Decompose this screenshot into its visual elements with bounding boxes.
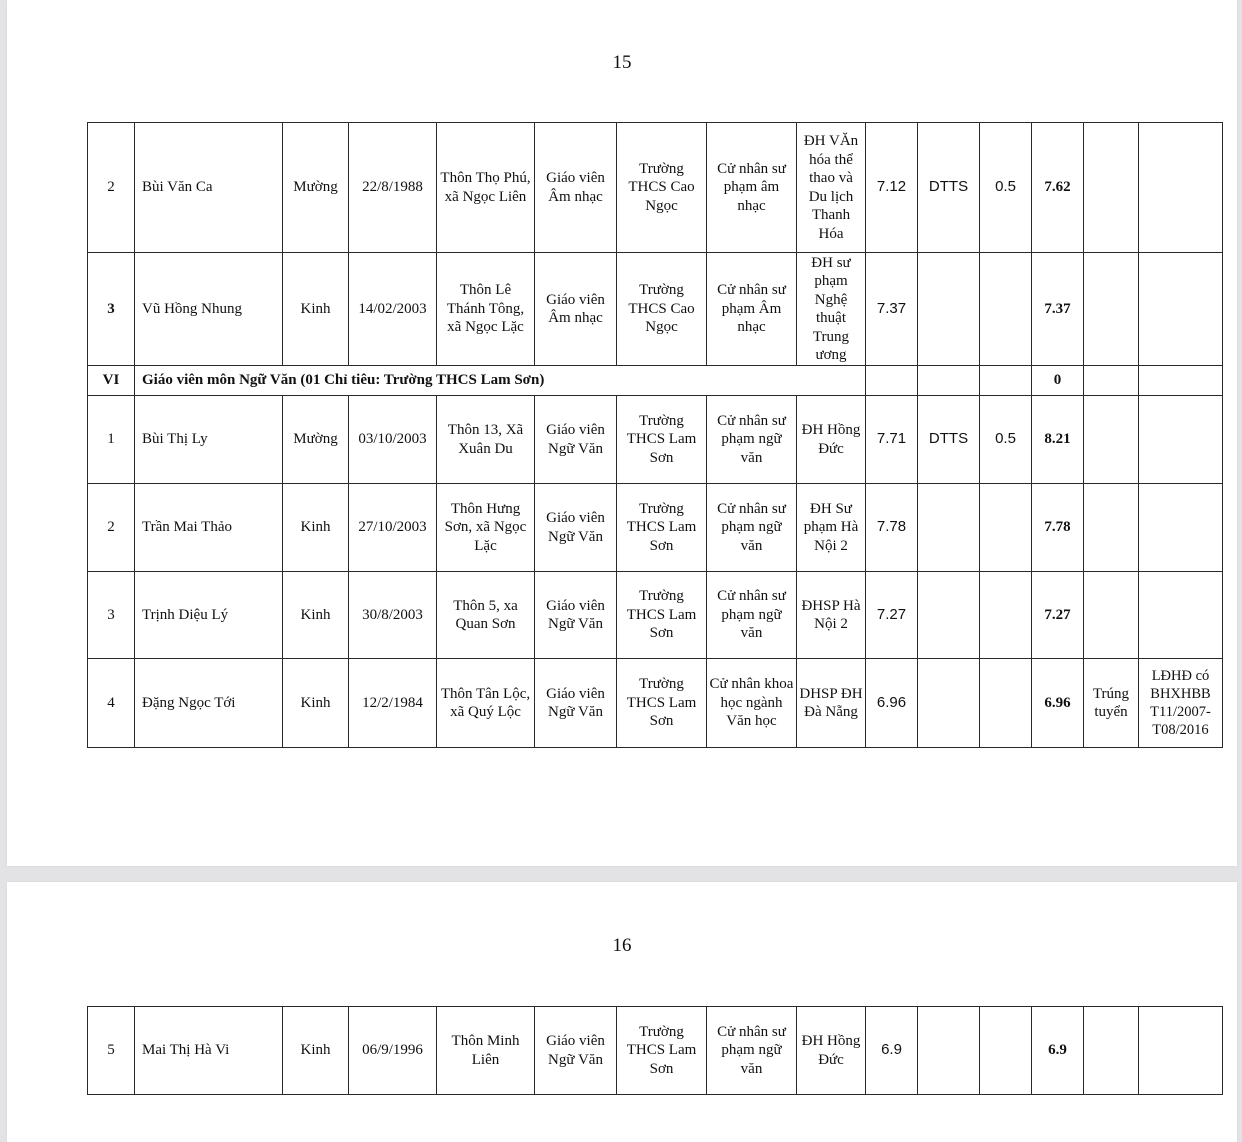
priority-type: DTTS: [918, 123, 980, 253]
page-number: 15: [612, 52, 632, 73]
table-row: [88, 396, 1223, 484]
section-number: VI: [88, 366, 135, 396]
address: Thôn Hưng Sơn, xã Ngọc Lặc: [437, 484, 535, 572]
note: [1139, 396, 1223, 484]
total-score: 8.21: [1032, 396, 1084, 484]
degree: Cử nhân sư phạm ngữ văn: [707, 396, 797, 484]
priority-points: 0.5: [980, 123, 1032, 253]
note: [1139, 123, 1223, 253]
degree: Cử nhân sư phạm ngữ văn: [707, 484, 797, 572]
candidate-name: Đặng Ngọc Tới: [135, 659, 283, 748]
section-header-row: [88, 366, 1223, 396]
date-of-birth: 30/8/2003: [349, 572, 437, 659]
priority-points: [980, 572, 1032, 659]
row-number: 3: [88, 253, 135, 366]
address: Thôn Tân Lộc, xã Quý Lộc: [437, 659, 535, 748]
ethnicity: Kinh: [283, 572, 349, 659]
priority-points: [980, 484, 1032, 572]
degree: Cử nhân khoa học ngành Văn học: [707, 659, 797, 748]
priority-type: [918, 484, 980, 572]
section-total: 0: [1032, 366, 1084, 396]
address: Thôn 5, xa Quan Sơn: [437, 572, 535, 659]
priority-points: [980, 659, 1032, 748]
table-row: [88, 1007, 1223, 1095]
university: ĐH VĂn hóa thể thao và Du lịch Thanh Hóa: [797, 123, 866, 253]
university: ĐH Hồng Đức: [797, 396, 866, 484]
note: LĐHĐ có BHXHBB T11/2007-T08/2016: [1139, 659, 1223, 748]
table-row: [88, 123, 1223, 253]
total-score: 7.62: [1032, 123, 1084, 253]
row-number: 1: [88, 396, 135, 484]
ethnicity: Mường: [283, 123, 349, 253]
position: Giáo viên Ngữ Văn: [535, 396, 617, 484]
total-score: 6.96: [1032, 659, 1084, 748]
ethnicity: Mường: [283, 396, 349, 484]
candidate-name: Bùi Thị Ly: [135, 396, 283, 484]
degree: Cử nhân sư phạm ngữ văn: [707, 1007, 797, 1095]
address: Thôn Lê Thánh Tông, xã Ngọc Lặc: [437, 253, 535, 366]
total-score: 7.27: [1032, 572, 1084, 659]
priority-type: [918, 253, 980, 366]
exam-score: 7.12: [866, 123, 918, 253]
candidate-name: Vũ Hồng Nhung: [135, 253, 283, 366]
total-score: 7.37: [1032, 253, 1084, 366]
document-page-16: [7, 882, 1237, 1142]
total-score: 7.78: [1032, 484, 1084, 572]
priority-points: [980, 1007, 1032, 1095]
exam-score: 7.37: [866, 253, 918, 366]
school: Trường THCS Lam Sơn: [617, 1007, 707, 1095]
school: Trường THCS Lam Sơn: [617, 484, 707, 572]
degree: Cử nhân sư phạm âm nhạc: [707, 123, 797, 253]
priority-points: 0.5: [980, 396, 1032, 484]
school: Trường THCS Cao Ngọc: [617, 123, 707, 253]
table-row: [88, 484, 1223, 572]
university: ĐH sư phạm Nghệ thuật Trung ương: [797, 253, 866, 366]
candidate-table: [87, 1006, 1223, 1095]
school: Trường THCS Lam Sơn: [617, 572, 707, 659]
candidate-name: Mai Thị Hà Vi: [135, 1007, 283, 1095]
result: [1084, 1007, 1139, 1095]
candidate-name: Trần Mai Thảo: [135, 484, 283, 572]
priority-points: [980, 253, 1032, 366]
ethnicity: Kinh: [283, 659, 349, 748]
ethnicity: Kinh: [283, 253, 349, 366]
degree: Cử nhân sư phạm Âm nhạc: [707, 253, 797, 366]
document-page-15: [7, 0, 1237, 866]
result: [1084, 484, 1139, 572]
result: [1084, 572, 1139, 659]
address: Thôn Thọ Phú, xã Ngọc Liên: [437, 123, 535, 253]
table-row: [88, 253, 1223, 366]
school: Trường THCS Cao Ngọc: [617, 253, 707, 366]
total-score: 6.9: [1032, 1007, 1084, 1095]
note: [1139, 1007, 1223, 1095]
ethnicity: Kinh: [283, 484, 349, 572]
date-of-birth: 22/8/1988: [349, 123, 437, 253]
date-of-birth: 12/2/1984: [349, 659, 437, 748]
row-number: 2: [88, 484, 135, 572]
exam-score: 7.78: [866, 484, 918, 572]
result: [1084, 123, 1139, 253]
priority-type: [918, 1007, 980, 1095]
address: Thôn 13, Xã Xuân Du: [437, 396, 535, 484]
candidate-table: [87, 122, 1223, 748]
exam-score: 6.9: [866, 1007, 918, 1095]
degree: Cử nhân sư phạm ngữ văn: [707, 572, 797, 659]
university: ĐHSP Hà Nội 2: [797, 572, 866, 659]
date-of-birth: 03/10/2003: [349, 396, 437, 484]
school: Trường THCS Lam Sơn: [617, 659, 707, 748]
table-row: [88, 572, 1223, 659]
date-of-birth: 14/02/2003: [349, 253, 437, 366]
section-title: Giáo viên môn Ngữ Văn (01 Chỉ tiêu: Trường THCS Lam Sơn): [135, 366, 866, 396]
university: ĐH Hồng Đức: [797, 1007, 866, 1095]
row-number: 5: [88, 1007, 135, 1095]
university: ĐH Sư phạm Hà Nội 2: [797, 484, 866, 572]
position: Giáo viên Ngữ Văn: [535, 484, 617, 572]
result: [1084, 396, 1139, 484]
row-number: 2: [88, 123, 135, 253]
table-row: [88, 659, 1223, 748]
ethnicity: Kinh: [283, 1007, 349, 1095]
exam-score: 7.71: [866, 396, 918, 484]
candidate-name: Bùi Văn Ca: [135, 123, 283, 253]
position: Giáo viên Ngữ Văn: [535, 659, 617, 748]
position: Giáo viên Âm nhạc: [535, 253, 617, 366]
result: Trúng tuyển: [1084, 659, 1139, 748]
page-number: 16: [612, 935, 632, 956]
priority-type: [918, 659, 980, 748]
position: Giáo viên Âm nhạc: [535, 123, 617, 253]
note: [1139, 572, 1223, 659]
exam-score: 7.27: [866, 572, 918, 659]
row-number: 3: [88, 572, 135, 659]
address: Thôn Minh Liên: [437, 1007, 535, 1095]
exam-score: 6.96: [866, 659, 918, 748]
school: Trường THCS Lam Sơn: [617, 396, 707, 484]
result: [1084, 253, 1139, 366]
row-number: 4: [88, 659, 135, 748]
date-of-birth: 06/9/1996: [349, 1007, 437, 1095]
university: DHSP ĐH Đà Nẵng: [797, 659, 866, 748]
position: Giáo viên Ngữ Văn: [535, 1007, 617, 1095]
priority-type: [918, 572, 980, 659]
note: [1139, 484, 1223, 572]
position: Giáo viên Ngữ Văn: [535, 572, 617, 659]
candidate-name: Trịnh Diệu Lý: [135, 572, 283, 659]
note: [1139, 253, 1223, 366]
date-of-birth: 27/10/2003: [349, 484, 437, 572]
priority-type: DTTS: [918, 396, 980, 484]
